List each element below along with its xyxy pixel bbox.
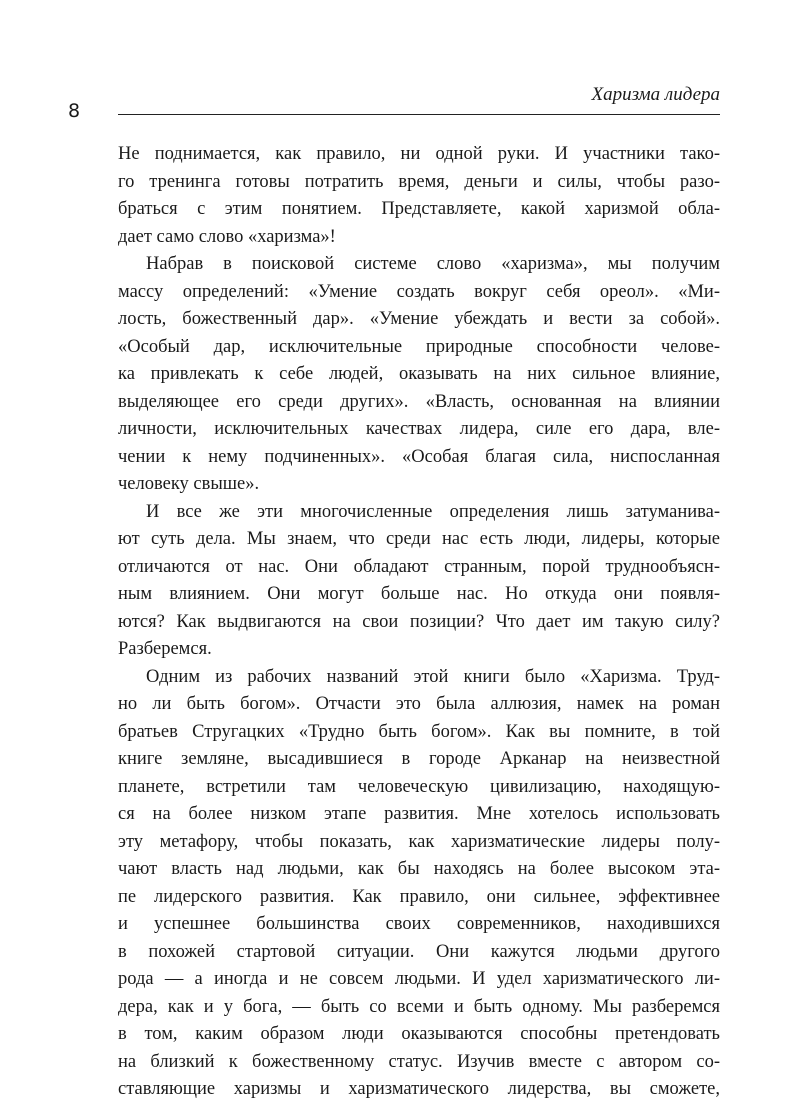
text-line: го тренинга готовы потратить время, деньги и силы, чтобы разо- [118, 171, 720, 192]
text-line: чении к нему подчиненных». «Особая благая сила, ниспосланная [118, 446, 720, 467]
text-line: в том, каким образом люди оказываются способны претендовать [118, 1024, 720, 1044]
text-line: планете, встретили там человеческую цивилизацию, находящую- [118, 776, 720, 797]
text-line: рода — а иногда и не совсем людьми. И удел харизматического ли- [118, 969, 720, 989]
text-line: пе лидерского развития. Как правило, они сильнее, эффективнее [118, 886, 720, 907]
text-line: отличаются от нас. Они обладают странным, порой труднообъясн- [118, 556, 720, 577]
text-line: Одним из рабочих названий этой книги было «Харизма. Труд- [146, 666, 720, 687]
text-line: дает само слово «харизма»! [118, 226, 336, 247]
text-line: дера, как и у бога, — быть со всеми и быть одному. Мы разберемся [118, 996, 720, 1017]
text-line: выделяющее его среди других». «Власть, основанная на влиянии [118, 391, 720, 412]
text-line: чают власть над людьми, как бы находясь на более высоком эта- [118, 859, 720, 879]
text-line: Разберемся. [118, 639, 212, 659]
text-line: ются? Как выдвигаются на свои позиции? Что дает им такую силу? [118, 611, 720, 632]
text-line: Набрав в поисковой системе слово «харизма», мы получим [146, 254, 720, 274]
text-line: ют суть дела. Мы знаем, что среди нас есть люди, лидеры, которые [118, 529, 720, 549]
text-line: массу определений: «Умение создать вокруг себя ореол». «Ми- [118, 281, 720, 302]
text-line: Не поднимается, как правило, ни одной руки. И участники тако- [118, 144, 720, 164]
running-head: Харизма лидера [591, 84, 720, 105]
text-line: И все же эти многочисленные определения лишь затуманива- [146, 501, 720, 522]
text-line: и успешнее большинства своих современников, находившихся [118, 914, 720, 934]
text-line: браться с этим понятием. Представляете, какой харизмой обла- [118, 199, 720, 219]
header-rule [118, 114, 720, 115]
text-line: ставляющие харизмы и харизматического лидерства, вы сможете, [118, 1079, 720, 1099]
body-text [118, 141, 720, 1104]
text-line: ка привлекать к себе людей, оказывать на них сильное влияние, [118, 364, 720, 384]
page-number: 8 [68, 100, 81, 122]
text-line: «Особый дар, исключительные природные способности челове- [118, 336, 720, 357]
text-line: в похожей стартовой ситуации. Они кажутся людьми другого [118, 941, 720, 962]
text-line: ным влиянием. Они могут больше нас. Но откуда они появля- [118, 584, 720, 604]
text-line: человеку свыше». [118, 474, 260, 494]
text-line: ся на более низком этапе развития. Мне хотелось использовать [118, 804, 720, 824]
text-line: личности, исключительных качествах лидера, силе его дара, вле- [118, 419, 720, 439]
text-line: лость, божественный дар». «Умение убеждать и вести за собой». [118, 309, 720, 329]
text-line: братьев Стругацких «Трудно быть богом». Как вы помните, в той [118, 721, 720, 742]
text-line: книге земляне, высадившиеся в городе Арканар на неизвестной [118, 749, 720, 769]
text-line: эту метафору, чтобы показать, как харизматические лидеры полу- [118, 831, 720, 852]
text-line: на близкий к божественному статус. Изучив вместе с автором со- [118, 1051, 720, 1072]
text-line: но ли быть богом». Отчасти это была аллюзия, намек на роман [118, 694, 720, 714]
